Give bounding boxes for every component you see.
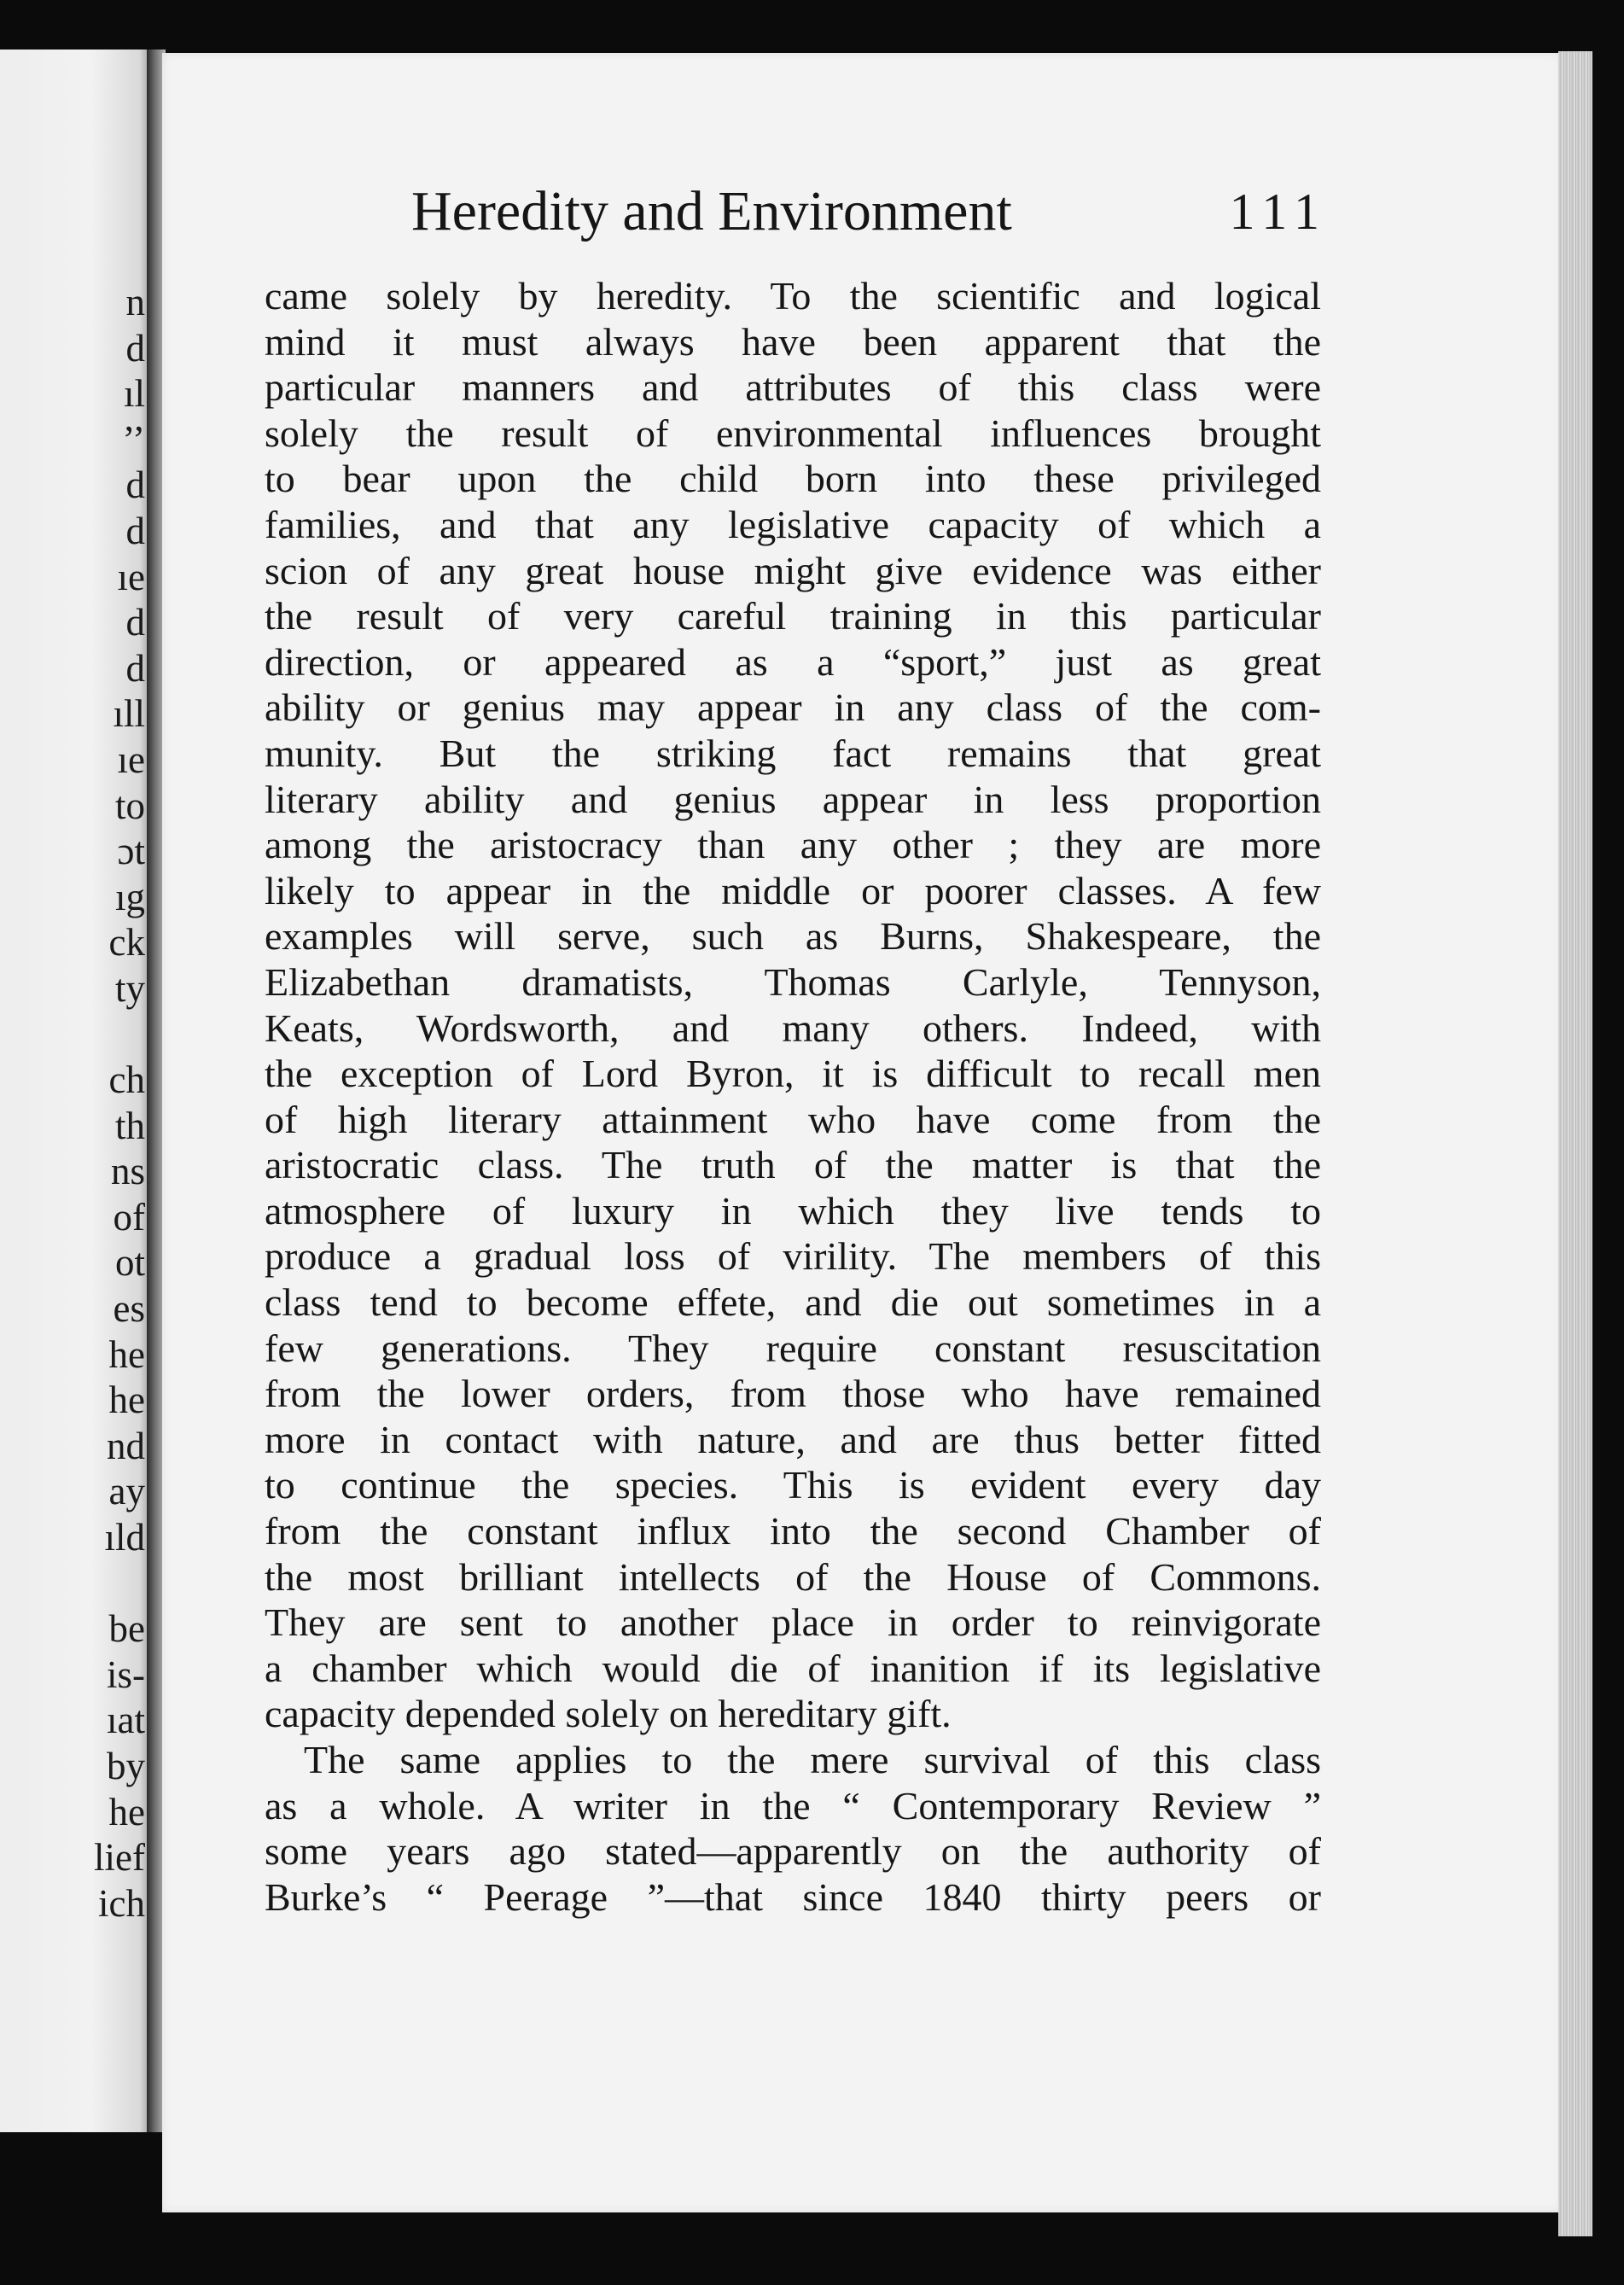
text-line: Burke’s “ Peerage ”—that since 1840 thirty peers or bbox=[265, 1874, 1321, 1919]
text-line: the exception of Lord Byron, it is difficult to recall men bbox=[265, 1052, 1321, 1096]
fragment: ty bbox=[114, 966, 145, 1010]
running-header bbox=[411, 179, 1328, 248]
text-line: few generations. They require constant resuscitation bbox=[265, 1326, 1321, 1370]
text-line: solely the result of environmental influences brought bbox=[265, 411, 1321, 455]
text-line: produce a gradual loss of virility. The members of this bbox=[265, 1234, 1321, 1279]
fragment: is- bbox=[107, 1653, 145, 1696]
fragment: ıld bbox=[104, 1516, 145, 1559]
text-line: The same applies to the mere survival of this class bbox=[304, 1738, 1321, 1781]
text-line: aristocratic class. The truth of the matter is that the bbox=[265, 1143, 1321, 1187]
text-line: They are sent to another place in order to reinvigorate bbox=[265, 1600, 1321, 1645]
fragment: ɔt bbox=[117, 830, 145, 873]
fragment: ay bbox=[108, 1470, 145, 1513]
text-line: munity. But the striking fact remains that great bbox=[265, 731, 1321, 775]
fragment: ot bbox=[114, 1241, 145, 1285]
fragment: ıat bbox=[107, 1699, 145, 1742]
text-line: examples will serve, such as Burns, Shakespeare, the bbox=[265, 914, 1321, 959]
text-line: some years ago stated—apparently on the authority of bbox=[265, 1829, 1321, 1874]
fragment: d bbox=[125, 601, 145, 644]
fragment: th bbox=[114, 1104, 145, 1147]
fragment bbox=[94, 1561, 145, 1607]
running-title: Heredity and Environment bbox=[411, 180, 1012, 242]
fragment: ch bbox=[108, 1058, 145, 1102]
fragment: es bbox=[113, 1287, 145, 1331]
fragment: n bbox=[125, 281, 145, 324]
fragment: d bbox=[125, 509, 145, 552]
text-line: scion of any great house might give evidence was either bbox=[265, 548, 1321, 592]
fragment: nd bbox=[107, 1424, 145, 1467]
fragment bbox=[94, 1012, 145, 1058]
text-line: class tend to become effete, and die out sometimes in a bbox=[265, 1280, 1321, 1325]
fragment: to bbox=[114, 784, 145, 827]
text-line: particular manners and attributes of this class were bbox=[265, 365, 1321, 410]
page-number: 111 bbox=[1229, 184, 1328, 240]
text-line: came solely by heredity. To the scientific and logical bbox=[265, 274, 1321, 318]
fragment: ck bbox=[108, 921, 145, 965]
fragment: ıl bbox=[123, 372, 145, 416]
page-edges bbox=[1558, 51, 1592, 2236]
text-line: the result of very careful training in this particular bbox=[265, 594, 1321, 638]
fragment: d bbox=[125, 463, 145, 507]
text-line: literary ability and genius appear in less proportion bbox=[265, 777, 1321, 821]
text-line: likely to appear in the middle or poorer classes. A few bbox=[265, 868, 1321, 912]
text-line: from the constant influx into the second Chamber of bbox=[265, 1509, 1321, 1553]
fragment: ıe bbox=[117, 555, 145, 598]
text-line: ability or genius may appear in any class of the com- bbox=[265, 685, 1321, 730]
fragment: ’’ bbox=[122, 417, 145, 461]
text-line: as a whole. A writer in the “ Contemporary Review ” bbox=[265, 1783, 1321, 1827]
left-facing-page bbox=[0, 50, 152, 2132]
fragment: d bbox=[125, 326, 145, 370]
text-line: more in contact with nature, and are thus better fitted bbox=[265, 1417, 1321, 1461]
fragment: ıe bbox=[117, 737, 145, 781]
fragment: of bbox=[113, 1195, 145, 1239]
text-line: a chamber which would die of inanition if its legislative bbox=[265, 1646, 1321, 1690]
fragment: lief bbox=[94, 1836, 145, 1880]
fragment: ns bbox=[110, 1150, 145, 1193]
fragment: ıg bbox=[114, 875, 145, 918]
fragment: by bbox=[107, 1745, 145, 1787]
fragment: be bbox=[108, 1607, 145, 1651]
text-line: to continue the species. This is evident every day bbox=[265, 1463, 1321, 1507]
text-line: the most brilliant intellects of the House of Commons. bbox=[265, 1554, 1321, 1599]
fragment: ich bbox=[98, 1881, 145, 1925]
fragment: he bbox=[108, 1332, 145, 1376]
text-line: direction, or appeared as a “sport,” just as great bbox=[265, 639, 1321, 684]
fragment: he bbox=[108, 1379, 145, 1422]
fragment: he bbox=[108, 1790, 145, 1833]
left-page-line-fragments bbox=[94, 280, 145, 1927]
text-line: of high literary attainment who have come from the bbox=[265, 1097, 1321, 1141]
fragment: ıll bbox=[113, 692, 145, 736]
text-line: to bear upon the child born into these privileged bbox=[265, 457, 1321, 501]
text-line: capacity depended solely on hereditary gift. bbox=[265, 1692, 952, 1736]
text-line: atmosphere of luxury in which they live tends to bbox=[265, 1188, 1321, 1233]
text-line: Elizabethan dramatists, Thomas Carlyle, Tennyson, bbox=[265, 959, 1321, 1004]
body-text bbox=[265, 273, 1321, 1920]
text-line: among the aristocracy than any other ; they are more bbox=[265, 823, 1321, 867]
text-line: mind it must always have been apparent that the bbox=[265, 319, 1321, 364]
text-line: Keats, Wordsworth, and many others. Indeed, with bbox=[265, 1006, 1321, 1050]
text-line: families, and that any legislative capacity of which a bbox=[265, 502, 1321, 546]
text-line: from the lower orders, from those who have remained bbox=[265, 1372, 1321, 1416]
fragment: d bbox=[125, 646, 145, 690]
